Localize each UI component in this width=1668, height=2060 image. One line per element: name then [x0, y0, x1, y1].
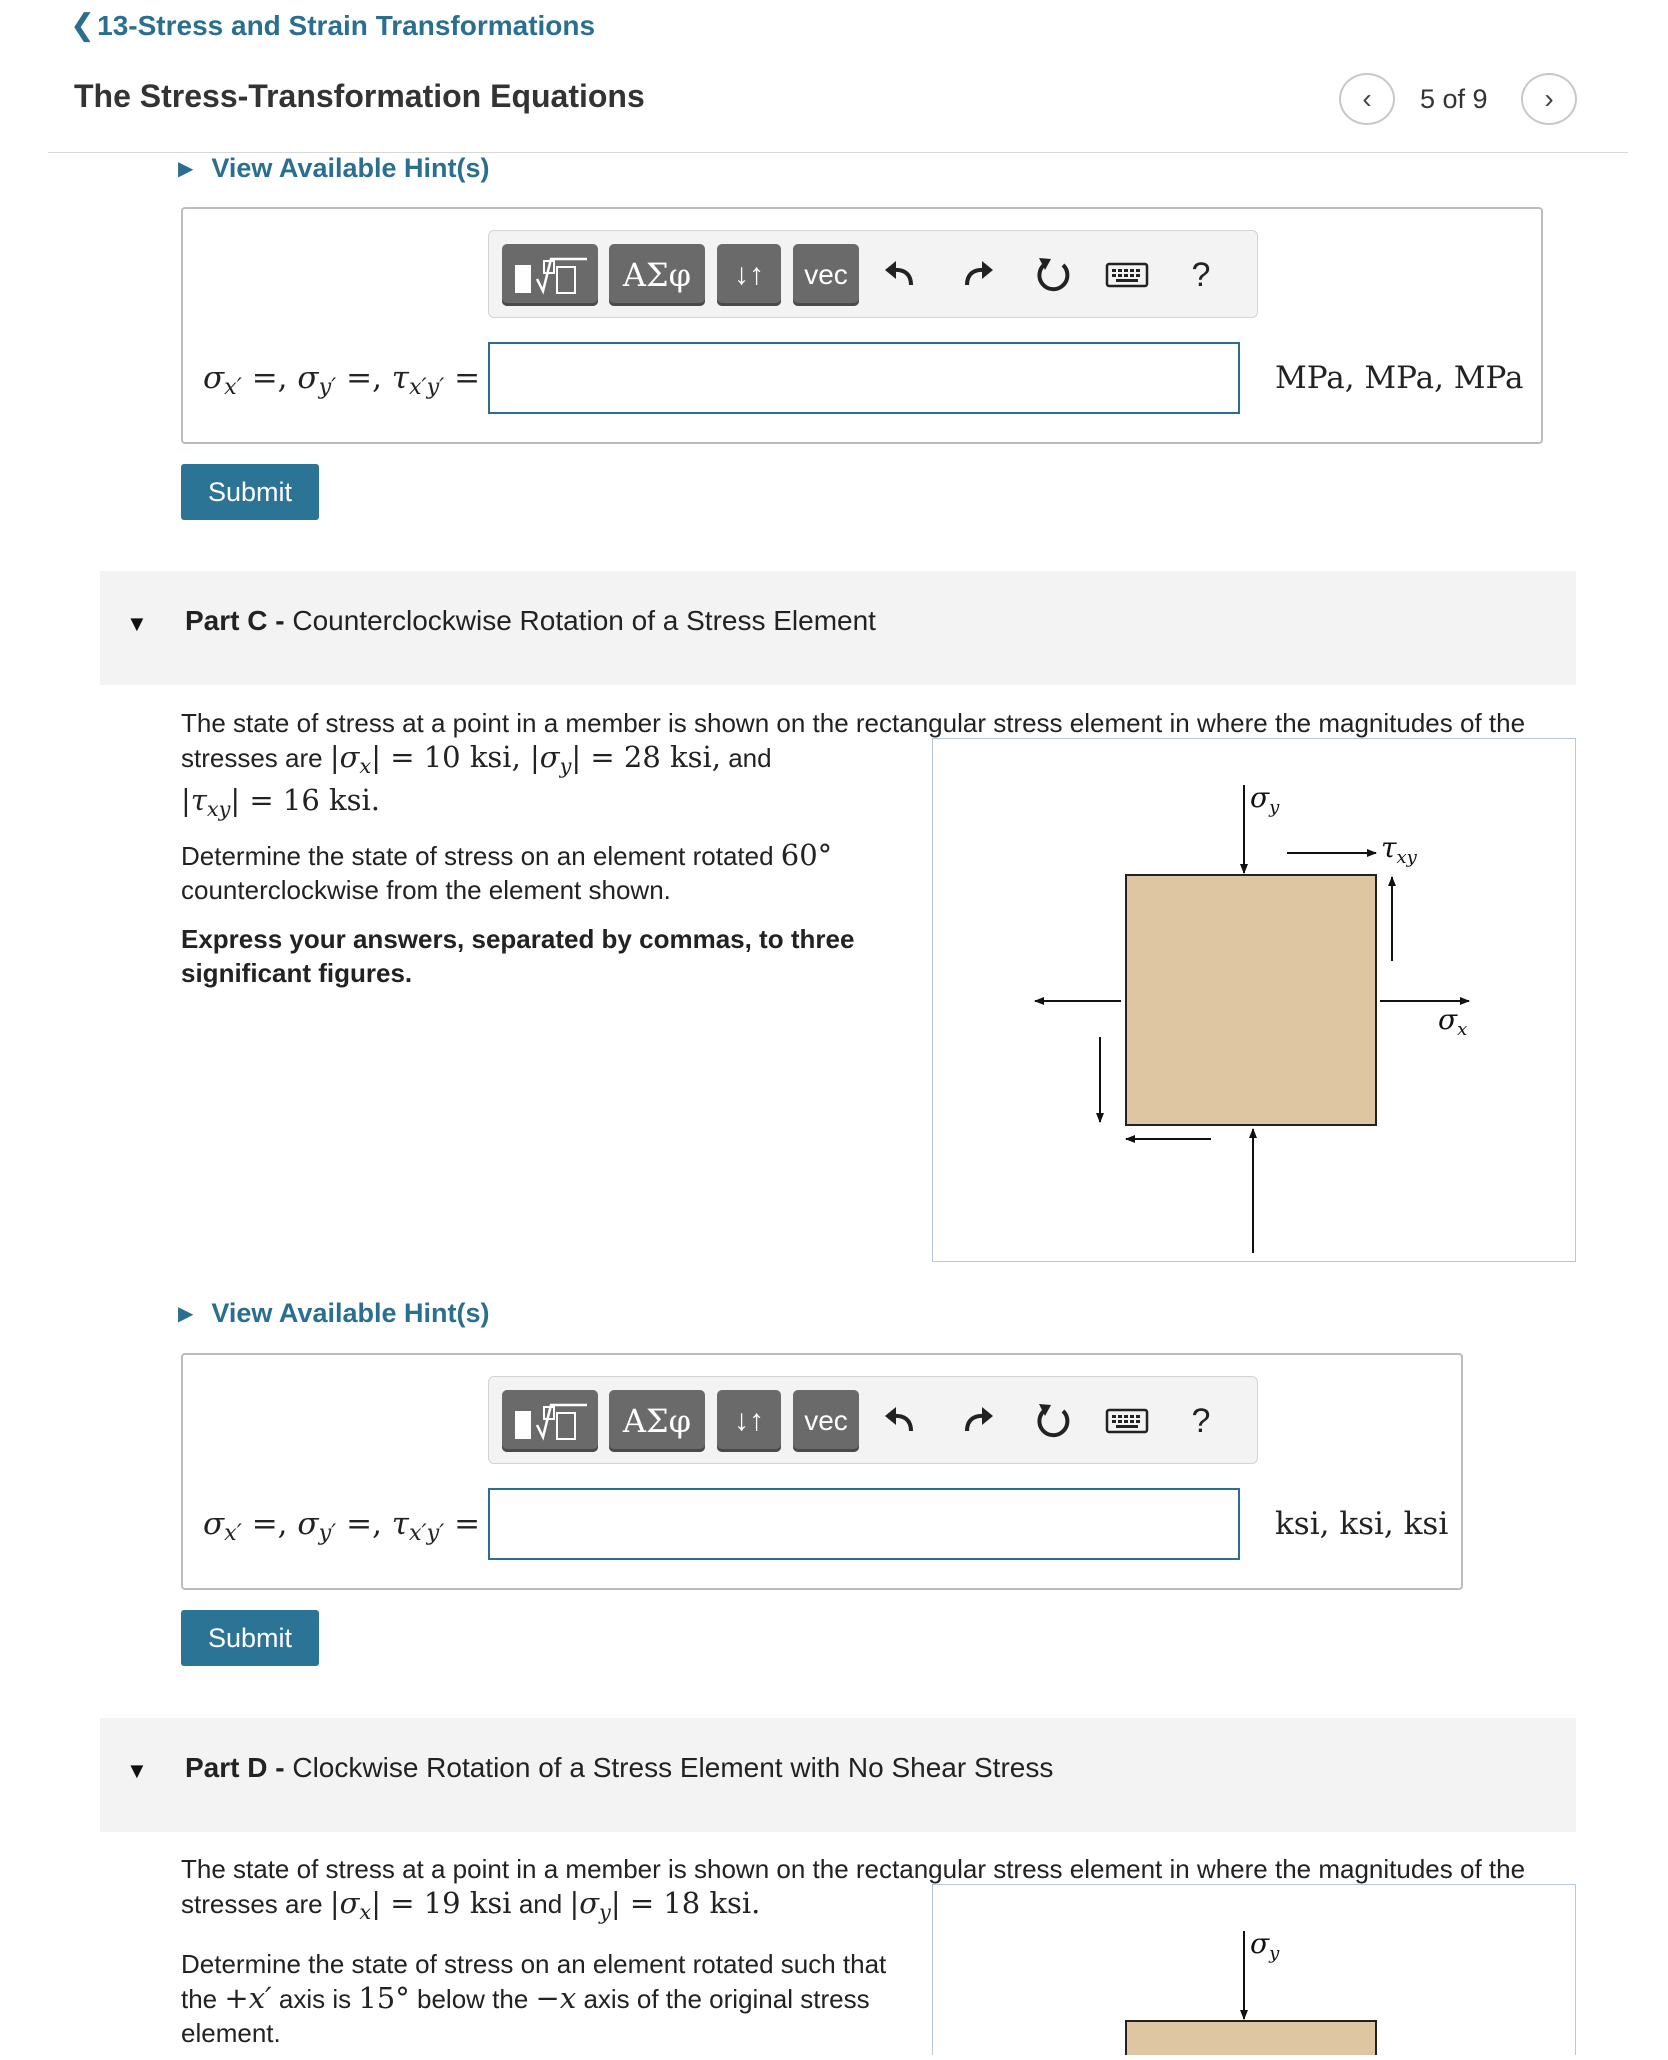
submit-button-b[interactable]: Submit: [181, 464, 319, 520]
part-c-title: Part C - Counterclockwise Rotation of a Stress Element: [185, 605, 876, 636]
next-item-button[interactable]: [1521, 73, 1577, 125]
part-c-intro: The state of stress at a point in a member is shown on the rectangular stress element in where the magnitudes of the stresses are $|\sigma_x| = 10$ ksi, $|\sigma_y| = 28$ ksi, and $|\tau_{xy}| = 16$ ksi.: [181, 708, 1526, 821]
undo-icon[interactable]: [877, 1397, 925, 1445]
pager-count: 5 of 9: [1420, 84, 1488, 114]
part-d-header[interactable]: [100, 1718, 1576, 1832]
symbols-button[interactable]: ΑΣφ: [609, 1390, 705, 1452]
stress-element-diagram: [933, 739, 1575, 1261]
submit-button-c[interactable]: Submit: [181, 1610, 319, 1666]
part-c-header[interactable]: [100, 571, 1576, 685]
reset-icon[interactable]: [1029, 251, 1077, 299]
vector-button[interactable]: vec: [793, 244, 859, 306]
view-hints-toggle-c[interactable]: [178, 1298, 489, 1329]
sigma-y-label: $\sigma_y$: [1250, 781, 1280, 818]
templates-button[interactable]: [502, 1390, 598, 1452]
math-toolbar-c: [488, 1376, 1258, 1464]
caret-down-icon: ▼: [126, 1758, 148, 1783]
chevron-right-icon: ›: [1544, 83, 1554, 114]
redo-icon[interactable]: [953, 251, 1001, 299]
templates-icon: [511, 253, 589, 297]
help-button[interactable]: ?: [1191, 1401, 1211, 1440]
caret-down-icon: ▼: [126, 611, 148, 636]
symbols-button[interactable]: ΑΣφ: [609, 244, 705, 306]
tau-xy-label: $\tau_{xy}$: [1381, 831, 1417, 868]
math-toolbar-b: [488, 230, 1258, 318]
caret-right-icon: ▶: [178, 1303, 194, 1325]
part-d-title: Part D - Clockwise Rotation of a Stress Element with No Shear Stress: [185, 1752, 1054, 1783]
stress-element-square: [1126, 2021, 1376, 2055]
part-c-instruction: Express your answers, separated by commas, to three significant figures.: [181, 924, 855, 988]
sigma-y-label: $\sigma_y$: [1250, 1927, 1280, 1964]
answer-label-c: $\sigma_{x'}$ =, $\sigma_{y'}$ =, $\tau_{x'y'}$ =: [203, 1506, 481, 1547]
keyboard-icon[interactable]: [1103, 1397, 1151, 1445]
stress-element-figure-d: [932, 1884, 1576, 2055]
breadcrumb-label: 13-Stress and Strain Transformations: [97, 9, 596, 41]
hint-label: View Available Hint(s): [211, 1298, 490, 1328]
caret-right-icon: ▶: [178, 158, 194, 180]
units-label-c: ksi, ksi, ksi: [1275, 1506, 1449, 1542]
part-d-intro: The state of stress at a point in a member is shown on the rectangular stress element in where the magnitudes of the stresses are $|\sigma_x| = 19$ ksi and $|\sigma_y| = 18$ ksi.: [181, 1854, 1526, 1924]
help-button[interactable]: ?: [1191, 255, 1211, 294]
units-label-b: MPa, MPa, MPa: [1275, 360, 1524, 396]
sigma-x-label: $\sigma_x$: [1438, 1003, 1468, 1040]
part-d-task: Determine the state of stress on an element rotated such that the +x′ axis is 15° below the −x axis of the original stress element.: [181, 1949, 887, 2048]
page-title: The Stress-Transformation Equations: [74, 78, 645, 114]
subsup-arrows-button[interactable]: ↓↑: [717, 1390, 781, 1452]
vector-button[interactable]: vec: [793, 1390, 859, 1452]
reset-icon[interactable]: [1029, 1397, 1077, 1445]
keyboard-icon[interactable]: [1103, 251, 1151, 299]
subsup-arrows-button[interactable]: ↓↑: [717, 244, 781, 306]
answer-input-b[interactable]: [488, 342, 1240, 414]
templates-icon: [511, 1399, 589, 1443]
part-c-task: Determine the state of stress on an element rotated 60° counterclockwise from the element shown.: [181, 838, 833, 905]
stress-element-square: [1126, 875, 1376, 1125]
stress-element-figure-c: [932, 738, 1576, 1262]
answer-label-b: $\sigma_{x'}$ =, $\sigma_{y'}$ =, $\tau_{x'y'}$ =: [203, 360, 481, 401]
hint-label: View Available Hint(s): [211, 153, 490, 183]
answer-input-c[interactable]: [488, 1488, 1240, 1560]
redo-icon[interactable]: [953, 1397, 1001, 1445]
chevron-left-icon: ❮: [70, 9, 96, 42]
stress-element-diagram: [933, 1885, 1575, 2055]
previous-item-button[interactable]: [1339, 73, 1395, 125]
view-hints-toggle-b[interactable]: [178, 153, 489, 184]
breadcrumb-link[interactable]: [70, 8, 595, 43]
chevron-left-icon: ‹: [1362, 83, 1372, 114]
templates-button[interactable]: [502, 244, 598, 306]
undo-icon[interactable]: [877, 251, 925, 299]
